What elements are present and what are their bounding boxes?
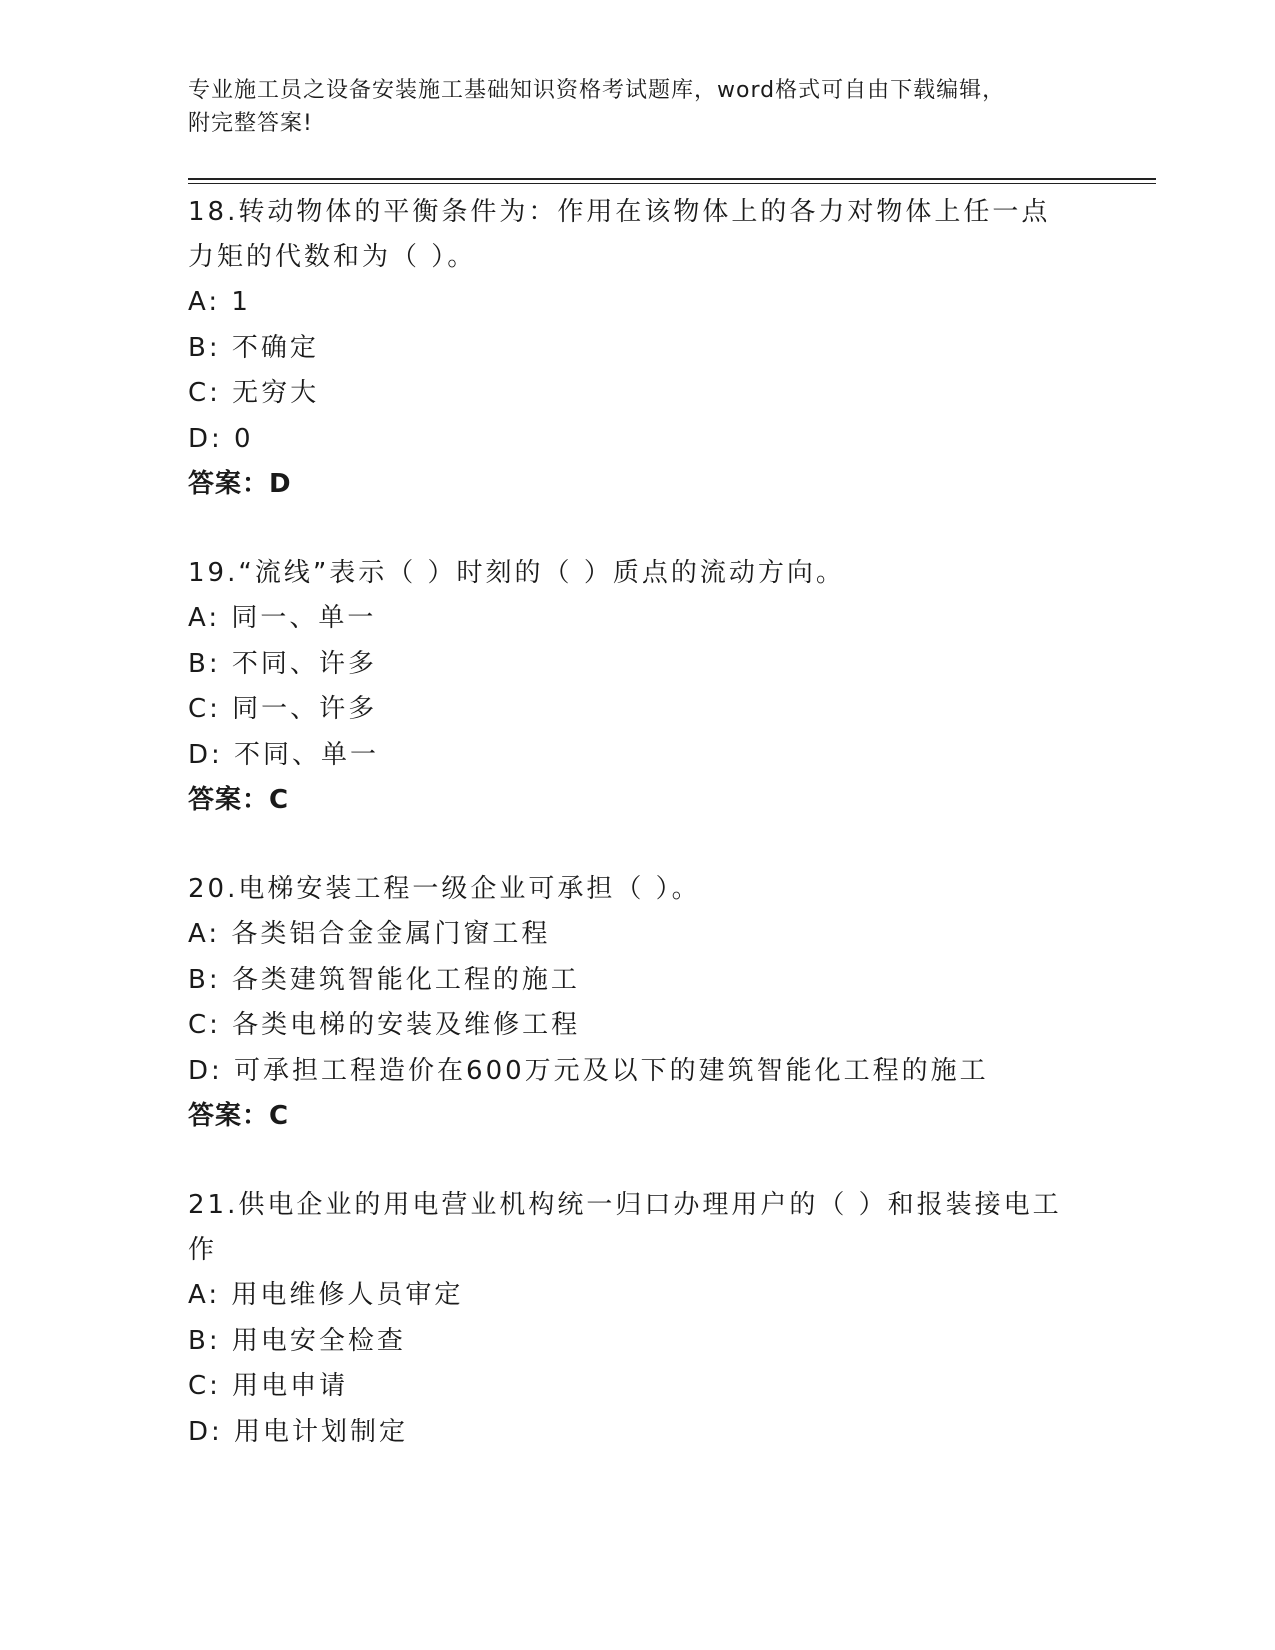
option-c: C: 各类电梯的安装及维修工程 <box>188 1010 581 1040</box>
question-list <box>188 190 1088 1455</box>
option-d: D: 0 <box>188 423 254 454</box>
header-line-2: 附完整答案! <box>188 111 313 136</box>
spacer <box>188 507 1088 551</box>
answer-label: 答案：C <box>188 785 290 815</box>
option-c: C: 用电申请 <box>188 1371 349 1401</box>
option-d: D: 不同、单一 <box>188 739 380 770</box>
option-a: A: 用电维修人员审定 <box>188 1280 464 1310</box>
option-c: C: 无穷大 <box>188 378 320 408</box>
question-stem: 21.供电企业的用电营业机构统一归口办理用户的（ ）和报装接电工作 <box>188 1190 1062 1265</box>
spacer <box>188 823 1088 867</box>
question-stem: 20.电梯安装工程一级企业可承担（ ）。 <box>188 874 701 904</box>
question-stem: 19.“流线”表示（ ）时刻的（ ）质点的流动方向。 <box>188 558 845 588</box>
option-d: D: 用电计划制定 <box>188 1416 409 1447</box>
header-line-1: 专业施工员之设备安装施工基础知识资格考试题库，word格式可自由下载编辑， <box>188 78 1006 103</box>
option-a: A: 各类铝合金金属门窗工程 <box>188 919 551 949</box>
answer-label: 答案：D <box>188 469 292 499</box>
document-header <box>188 74 1068 140</box>
option-c: C: 同一、许多 <box>188 694 378 724</box>
option-a: A: 1 <box>188 287 251 317</box>
question-19 <box>188 551 1088 823</box>
option-b: B: 用电安全检查 <box>188 1325 406 1356</box>
question-20 <box>188 867 1088 1139</box>
question-21 <box>188 1183 1088 1455</box>
spacer <box>188 1139 1088 1183</box>
option-b: B: 不确定 <box>188 332 319 363</box>
header-divider-thick <box>188 178 1156 180</box>
question-stem: 18.转动物体的平衡条件为：作用在该物体上的各力对物体上任一点力矩的代数和为（ ）。 <box>188 197 1051 272</box>
option-a: A: 同一、单一 <box>188 603 377 633</box>
option-d: D: 可承担工程造价在600万元及以下的建筑智能化工程的施工 <box>188 1055 989 1086</box>
option-b: B: 不同、许多 <box>188 648 377 679</box>
option-b: B: 各类建筑智能化工程的施工 <box>188 964 580 995</box>
answer-label: 答案：C <box>188 1101 290 1131</box>
header-divider-thin <box>188 183 1156 184</box>
question-18 <box>188 190 1088 507</box>
